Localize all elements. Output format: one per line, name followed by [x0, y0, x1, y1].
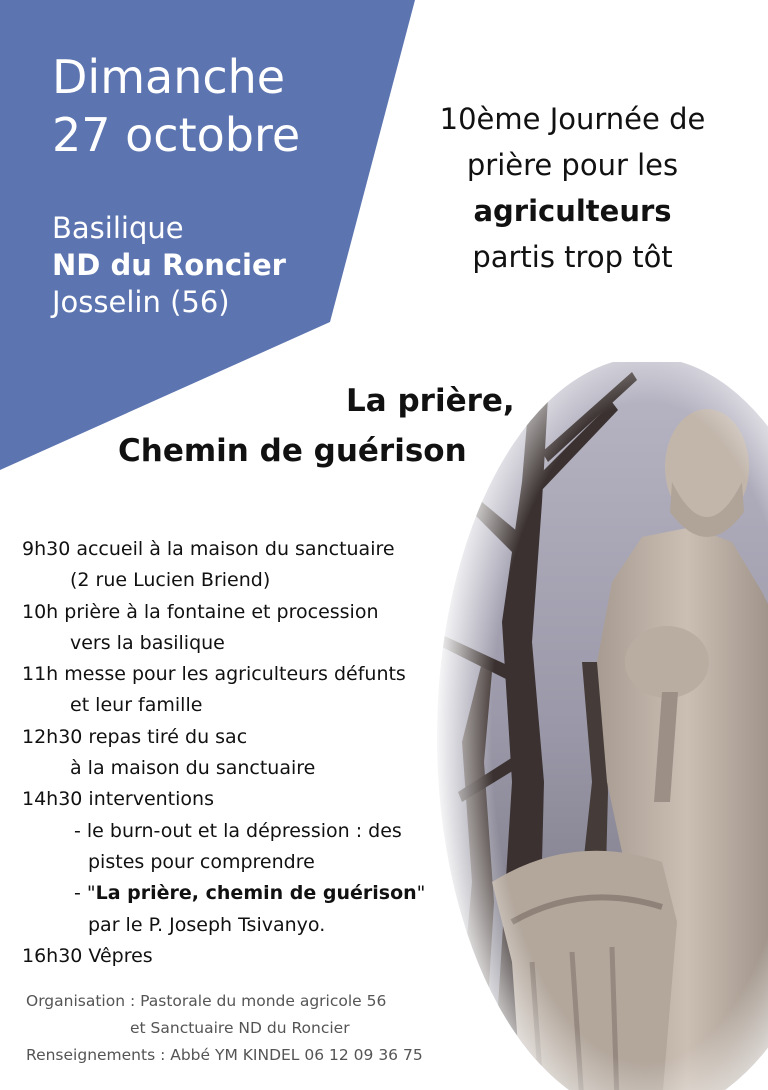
- schedule-subitem: [22, 878, 452, 909]
- quote-close: ": [416, 882, 426, 905]
- event-date: [52, 48, 300, 164]
- talk-title: La prière, chemin de guérison: [95, 882, 417, 905]
- date-day-month: 27 octobre: [52, 108, 301, 162]
- event-location: [52, 210, 286, 321]
- theme-line-1: La prière,: [346, 383, 515, 419]
- schedule-subitem-detail: pistes pour comprendre: [88, 850, 315, 873]
- theme-line-2: Chemin de guérison: [118, 433, 467, 469]
- schedule-item: 16h30 Vêpres: [22, 944, 153, 967]
- schedule-item: 14h30 interventions: [22, 788, 214, 811]
- location-town: Josselin (56): [52, 285, 230, 319]
- footer-organisation: Organisation : Pastorale du monde agricole 56: [26, 992, 387, 1010]
- schedule-item-detail: et leur famille: [70, 694, 203, 717]
- quote-open: - ": [74, 882, 96, 905]
- location-name: ND du Roncier: [52, 248, 286, 282]
- headline-line-1: 10ème Journée de: [439, 102, 706, 136]
- schedule-item-detail: à la maison du sanctuaire: [70, 757, 316, 780]
- headline-line-4: partis trop tôt: [472, 240, 673, 274]
- headline-line-2: prière pour les: [466, 148, 679, 182]
- organizer-footer: [0, 988, 470, 1069]
- date-weekday: Dimanche: [52, 50, 286, 104]
- headline-line-3: agriculteurs: [473, 194, 672, 228]
- schedule-list: [22, 534, 452, 972]
- footer-contact: Renseignements : Abbé YM KINDEL 06 12 09 36 75: [26, 1046, 423, 1064]
- schedule-item: 12h30 repas tiré du sac: [22, 725, 248, 748]
- schedule-item-detail: vers la basilique: [70, 631, 225, 654]
- footer-organisation-2: et Sanctuaire ND du Roncier: [130, 1019, 350, 1037]
- schedule-item: 11h messe pour les agriculteurs défunts: [22, 663, 406, 686]
- schedule-item: 9h30 accueil à la maison du sanctuaire: [22, 538, 395, 560]
- statue-photo: [432, 362, 768, 1090]
- schedule-item-detail: (2 rue Lucien Briend): [70, 569, 271, 592]
- schedule-subitem-detail: par le P. Joseph Tsivanyo.: [88, 913, 326, 936]
- event-headline: [400, 96, 745, 280]
- location-type: Basilique: [52, 211, 184, 245]
- schedule-item: 10h prière à la fontaine et procession: [22, 600, 379, 623]
- schedule-subitem: - le burn-out et la dépression : des: [74, 819, 402, 842]
